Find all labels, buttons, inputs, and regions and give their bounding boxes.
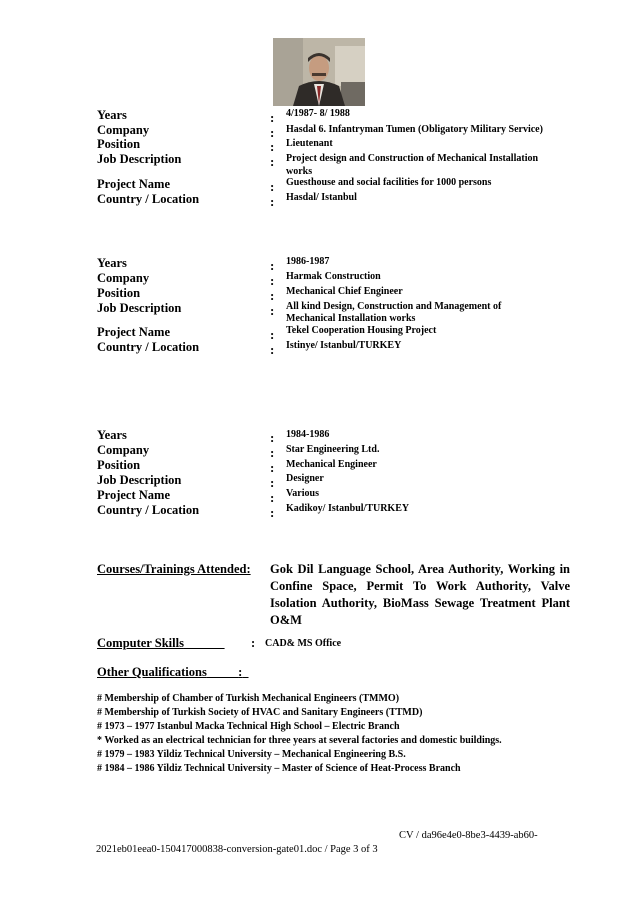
profile-photo [273,38,365,106]
project-name-value: Guesthouse and social facilities for 1000 persons [286,177,492,188]
job-description-value: All kind Design, Construction and Management of Mechanical Installation works [286,301,502,324]
colon: : [270,194,275,209]
colon: : [270,125,275,140]
project-name-label: Project Name [97,488,170,502]
project-name-value: Various [286,488,319,499]
company-value: Harmak Construction [286,271,381,282]
colon: : [270,342,275,357]
years-label: Years [97,428,127,442]
colon: : [270,490,275,505]
company-label: Company [97,271,150,285]
colon: : [270,110,275,125]
country-location-value: Hasdal/ Istanbul [286,192,357,203]
colon: : [270,460,275,475]
position-label: Position [97,458,141,472]
computer-skills-heading [97,636,225,651]
colon: : [270,179,275,194]
job-description-label: Job Description [97,152,182,166]
heading-underline-fill [242,665,248,679]
colon: : [270,154,275,169]
qualifications-list [97,692,502,776]
colon: : [270,430,275,445]
years-value: 1986-1987 [286,256,330,267]
list-item: * Worked as an electrical technician for three years at several factories and domestic buildings. [97,735,502,746]
company-value: Hasdal 6. Infantryman Tumen (Obligatory Military Service) [286,124,543,135]
years-value: 1984-1986 [286,429,330,440]
list-item: # Membership of Chamber of Turkish Mechanical Engineers (TMMO) [97,693,400,704]
position-value: Mechanical Engineer [286,459,377,470]
list-item: # 1973 – 1977 Istanbul Macka Technical High School – Electric Branch [97,721,400,732]
footer-line-1: CV / da96e4e0-8be3-4439-ab60- [399,830,538,841]
country-location-label: Country / Location [97,192,200,206]
courses-heading: Courses/Trainings Attended: [97,562,251,576]
colon: : [270,258,275,273]
years-label: Years [97,108,127,122]
heading-underline-fill [184,636,225,650]
years-label: Years [97,256,127,270]
colon: : [270,327,275,342]
heading-underline-fill [207,665,238,679]
colon: : [270,445,275,460]
position-value: Lieutenant [286,138,333,149]
footer-line-2: 2021eb01eea0-150417000838-conversion-gate01.doc / Page 3 of 3 [96,844,378,855]
courses-value: Gok Dil Language School, Area Authority, Working in Confine Space, Permit To Work Authority, Valve Isolation Authority, BioMass Sewage Treatment Plant O&M [270,562,570,627]
position-label: Position [97,137,141,151]
computer-skills-colon: : [251,636,256,650]
position-label: Position [97,286,141,300]
list-item: # Membership of Turkish Society of HVAC and Sanitary Engineers (TTMD) [97,707,423,718]
project-name-value: Tekel Cooperation Housing Project [286,325,437,336]
colon: : [270,139,275,154]
job-description-label: Job Description [97,473,182,487]
position-value: Mechanical Chief Engineer [286,286,403,297]
company-label: Company [97,123,150,137]
colon: : [270,505,275,520]
project-name-label: Project Name [97,177,170,191]
job-description-value: Designer [286,473,324,484]
computer-skills-label: Computer Skills [97,636,184,650]
project-name-label: Project Name [97,325,170,339]
colon: : [270,475,275,490]
computer-skills-value: CAD& MS Office [265,638,342,649]
colon: : [270,288,275,303]
other-qualifications-label: Other Qualifications [97,665,207,679]
company-label: Company [97,443,150,457]
country-location-value: Kadikoy/ Istanbul/TURKEY [286,503,410,514]
other-qualifications-heading [97,665,249,680]
colon: : [270,303,275,318]
country-location-label: Country / Location [97,503,200,517]
years-value: 4/1987- 8/ 1988 [286,108,350,119]
company-value: Star Engineering Ltd. [286,444,380,455]
colon: : [270,273,275,288]
country-location-label: Country / Location [97,340,200,354]
job-description-label: Job Description [97,301,182,315]
list-item: # 1984 – 1986 Yildiz Technical University – Master of Science of Heat-Process Branch [97,763,461,774]
list-item: # 1979 – 1983 Yildiz Technical University – Mechanical Engineering B.S. [97,749,406,760]
other-qualifications-colon: : [238,665,243,679]
country-location-value: Istinye/ Istanbul/TURKEY [286,340,402,351]
job-description-value: Project design and Construction of Mechanical Installation works [286,153,539,177]
